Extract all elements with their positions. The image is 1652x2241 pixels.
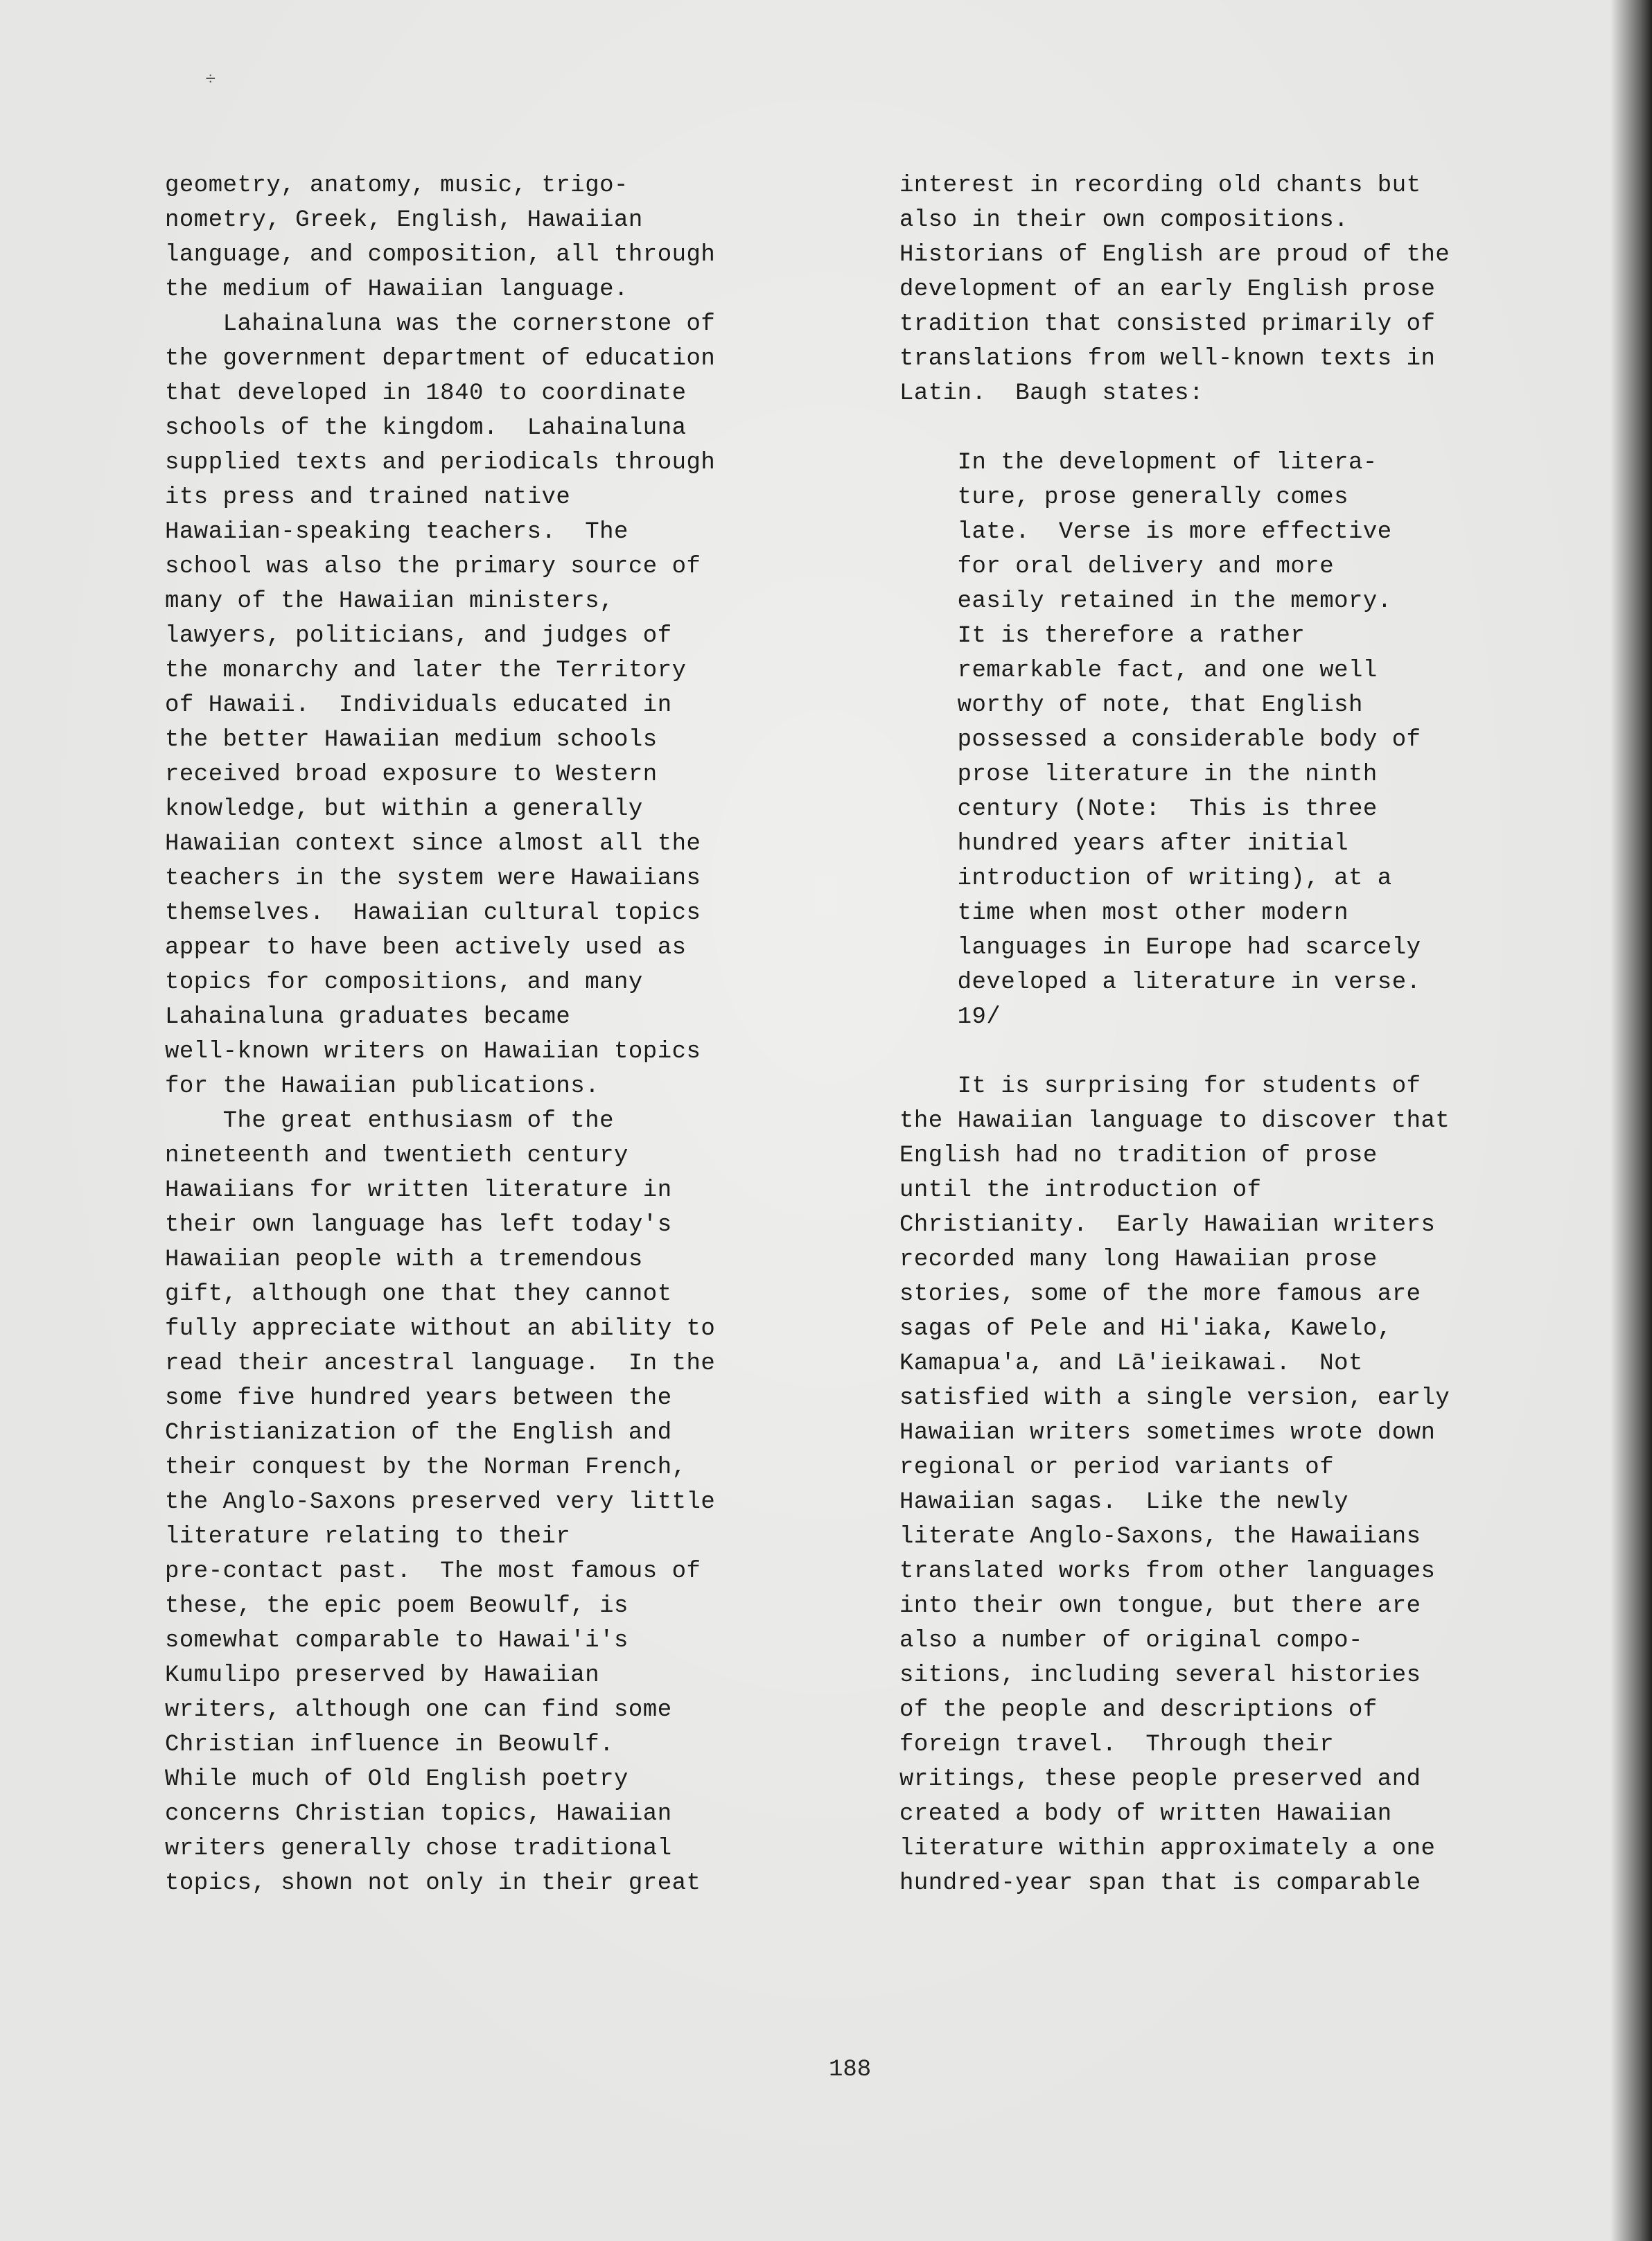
- text-line: themselves. Hawaiian cultural topics: [165, 900, 701, 926]
- binding-shadow: [1610, 0, 1652, 2241]
- text-line: possessed a considerable body of: [899, 727, 1421, 753]
- text-line: somewhat comparable to Hawai'i's: [165, 1628, 629, 1654]
- text-line: until the introduction of: [899, 1177, 1262, 1204]
- text-line: century (Note: This is three: [899, 796, 1378, 823]
- text-line: It is surprising for students of: [899, 1073, 1421, 1100]
- text-line: into their own tongue, but there are: [899, 1593, 1421, 1619]
- text-line: knowledge, but within a generally: [165, 796, 643, 823]
- text-line: It is therefore a rather: [899, 623, 1306, 649]
- text-line: sitions, including several histories: [899, 1662, 1421, 1689]
- text-line: introduction of writing), at a: [899, 865, 1392, 892]
- text-line: time when most other modern: [899, 900, 1349, 926]
- text-line: The great enthusiasm of the: [165, 1108, 615, 1134]
- text-line: of the people and descriptions of: [899, 1697, 1378, 1723]
- text-line: While much of Old English poetry: [165, 1766, 629, 1793]
- text-line: for the Hawaiian publications.: [165, 1073, 600, 1100]
- text-line: foreign travel. Through their: [899, 1732, 1335, 1758]
- text-line: school was also the primary source of: [165, 554, 701, 580]
- text-line: Christian influence in Beowulf.: [165, 1732, 615, 1758]
- text-line: languages in Europe had scarcely: [899, 935, 1421, 961]
- text-line: sagas of Pele and Hi'iaka, Kawelo,: [899, 1316, 1392, 1342]
- text-line: for oral delivery and more: [899, 554, 1335, 580]
- text-line: appear to have been actively used as: [165, 935, 687, 961]
- text-line: also a number of original compo-: [899, 1628, 1363, 1654]
- text-line: recorded many long Hawaiian prose: [899, 1247, 1378, 1273]
- text-line: translated works from other languages: [899, 1558, 1436, 1585]
- text-line: gift, although one that they cannot: [165, 1281, 672, 1308]
- text-line: hundred-year span that is comparable: [899, 1870, 1421, 1897]
- text-line: these, the epic poem Beowulf, is: [165, 1593, 629, 1619]
- text-line: Christianity. Early Hawaiian writers: [899, 1212, 1436, 1238]
- corner-mark: ÷: [205, 69, 216, 90]
- text-line: well-known writers on Hawaiian topics: [165, 1039, 701, 1065]
- text-line: their conquest by the Norman French,: [165, 1455, 687, 1481]
- text-line: some five hundred years between the: [165, 1385, 672, 1412]
- text-line: interest in recording old chants but: [899, 173, 1421, 199]
- text-line: the medium of Hawaiian language.: [165, 276, 629, 303]
- text-line: tradition that consisted primarily of: [899, 311, 1436, 337]
- text-line: hundred years after initial: [899, 831, 1349, 857]
- text-line: topics, shown not only in their great: [165, 1870, 701, 1897]
- text-line: lawyers, politicians, and judges of: [165, 623, 672, 649]
- text-line: received broad exposure to Western: [165, 762, 658, 788]
- text-line: writers generally chose traditional: [165, 1836, 672, 1862]
- text-line: teachers in the system were Hawaiians: [165, 865, 701, 892]
- text-line: their own language has left today's: [165, 1212, 672, 1238]
- text-line: the monarchy and later the Territory: [165, 658, 687, 684]
- text-line: Kamapua'a, and Lā'ieikawai. Not: [899, 1351, 1363, 1377]
- text-line: nometry, Greek, English, Hawaiian: [165, 207, 643, 234]
- text-line: the Anglo-Saxons preserved very little: [165, 1489, 716, 1515]
- text-line: writings, these people preserved and: [899, 1766, 1421, 1793]
- text-line: regional or period variants of: [899, 1455, 1335, 1481]
- text-line: writers, although one can find some: [165, 1697, 672, 1723]
- text-line: literate Anglo-Saxons, the Hawaiians: [899, 1524, 1421, 1550]
- text-line: Hawaiian context since almost all the: [165, 831, 701, 857]
- text-line: [899, 411, 1551, 446]
- text-line: [899, 1035, 1551, 1069]
- text-line: ture, prose generally comes: [899, 484, 1349, 511]
- text-line: Christianization of the English and: [165, 1420, 672, 1446]
- text-line: fully appreciate without an ability to: [165, 1316, 716, 1342]
- text-line: the better Hawaiian medium schools: [165, 727, 658, 753]
- text-line: development of an early English prose: [899, 276, 1436, 303]
- text-line: worthy of note, that English: [899, 692, 1363, 719]
- text-line: topics for compositions, and many: [165, 969, 643, 996]
- text-line: Lahainaluna was the cornerstone of: [165, 311, 716, 337]
- text-line: Hawaiian people with a tremendous: [165, 1247, 643, 1273]
- text-line: Hawaiian sagas. Like the newly: [899, 1489, 1349, 1515]
- text-line: In the development of litera-: [899, 450, 1378, 476]
- text-line: remarkable fact, and one well: [899, 658, 1378, 684]
- text-line: schools of the kingdom. Lahainaluna: [165, 415, 687, 441]
- text-line: English had no tradition of prose: [899, 1143, 1378, 1169]
- text-line: literature within approximately a one: [899, 1836, 1436, 1862]
- text-line: concerns Christian topics, Hawaiian: [165, 1801, 672, 1827]
- text-line: many of the Hawaiian ministers,: [165, 588, 615, 615]
- text-line: pre-contact past. The most famous of: [165, 1558, 701, 1585]
- text-line: read their ancestral language. In the: [165, 1351, 716, 1377]
- text-line: satisfied with a single version, early: [899, 1385, 1450, 1412]
- text-line: that developed in 1840 to coordinate: [165, 380, 687, 407]
- text-line: Latin. Baugh states:: [899, 380, 1204, 407]
- text-line: literature relating to their: [165, 1524, 571, 1550]
- text-line: nineteenth and twentieth century: [165, 1143, 629, 1169]
- text-line: late. Verse is more effective: [899, 519, 1392, 545]
- text-line: Hawaiians for written literature in: [165, 1177, 672, 1204]
- text-line: developed a literature in verse.: [899, 969, 1421, 996]
- left-column: [165, 168, 830, 1901]
- text-line: Hawaiian-speaking teachers. The: [165, 519, 629, 545]
- text-line: 19/: [899, 1004, 1001, 1030]
- text-line: Historians of English are proud of the: [899, 242, 1450, 268]
- text-line: translations from well-known texts in: [899, 346, 1436, 372]
- right-column: [899, 168, 1551, 1901]
- text-line: language, and composition, all through: [165, 242, 716, 268]
- text-line: its press and trained native: [165, 484, 571, 511]
- text-line: created a body of written Hawaiian: [899, 1801, 1392, 1827]
- page-number: 188: [829, 2057, 872, 2083]
- text-line: Hawaiian writers sometimes wrote down: [899, 1420, 1436, 1446]
- text-line: the Hawaiian language to discover that: [899, 1108, 1450, 1134]
- text-line: also in their own compositions.: [899, 207, 1349, 234]
- text-line: prose literature in the ninth: [899, 762, 1378, 788]
- text-line: Kumulipo preserved by Hawaiian: [165, 1662, 600, 1689]
- text-line: Lahainaluna graduates became: [165, 1004, 571, 1030]
- text-line: stories, some of the more famous are: [899, 1281, 1421, 1308]
- text-line: easily retained in the memory.: [899, 588, 1392, 615]
- text-line: the government department of education: [165, 346, 716, 372]
- text-line: supplied texts and periodicals through: [165, 450, 716, 476]
- text-line: of Hawaii. Individuals educated in: [165, 692, 672, 719]
- text-line: geometry, anatomy, music, trigo-: [165, 173, 629, 199]
